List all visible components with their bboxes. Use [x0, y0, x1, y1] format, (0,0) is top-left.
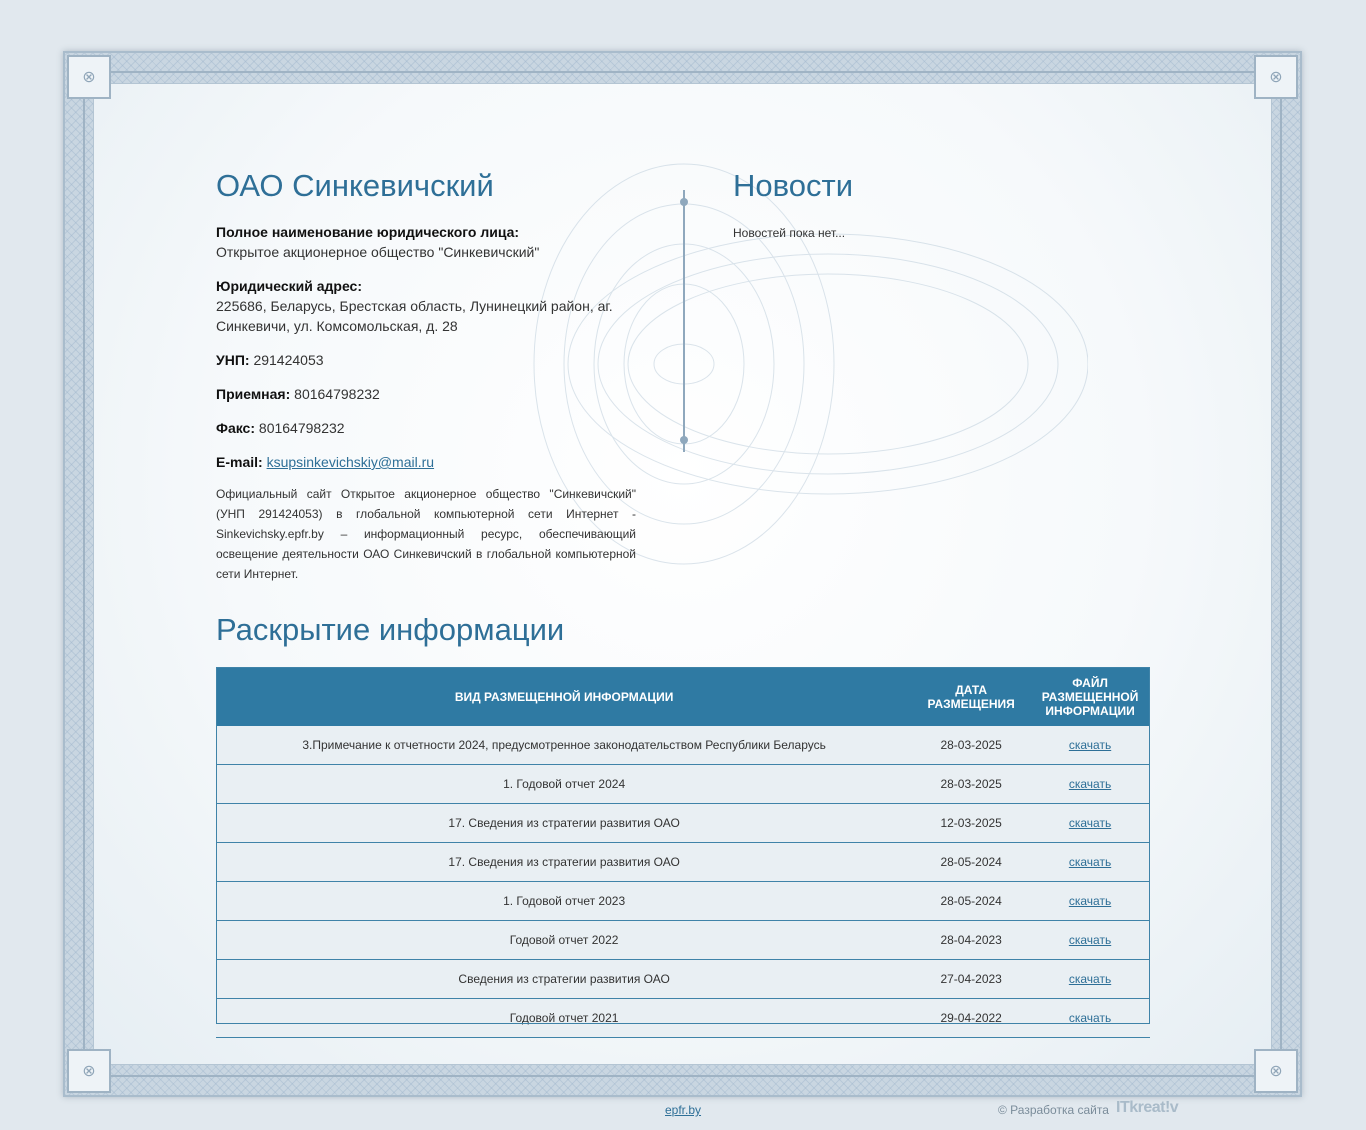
- corner-ornament-icon: ⊗: [1254, 55, 1298, 99]
- full-name-value: Открытое акционерное общество "Синкевичский": [216, 244, 540, 260]
- row-date: 12-03-2025: [912, 804, 1030, 843]
- download-link[interactable]: скачать: [1068, 855, 1112, 869]
- table-row: [216, 999, 1150, 1038]
- corner-ornament-icon: ⊗: [67, 55, 111, 99]
- download-link[interactable]: скачать: [1068, 894, 1112, 908]
- footer-credit: © Разработка сайта: [998, 1103, 1109, 1117]
- header-type: ВИД РАЗМЕЩЕННОЙ ИНФОРМАЦИИ: [216, 667, 912, 726]
- row-type: 1. Годовой отчет 2023: [216, 882, 912, 921]
- address-value: 225686, Беларусь, Брестская область, Лунинецкий район, аг. Синкевичи, ул. Комсомольская, д. 28: [216, 298, 613, 334]
- site-description: Официальный сайт Открытое акционерное общество "Синкевичский" (УНП 291424053) в глобальной компьютерной сети Интернет - Sinkevichsky.epfr.by – информационный ресурс, обеспечивающий освещение деятельности ОАО Синкевичский в глобальной компьютерной сети Интернет.: [216, 487, 636, 581]
- company-title: ОАО Синкевичский: [216, 168, 494, 203]
- unp-field: [216, 350, 636, 370]
- download-link[interactable]: скачать: [1068, 1011, 1112, 1025]
- unp-label: УНП:: [216, 352, 250, 368]
- download-link[interactable]: скачать: [1068, 816, 1112, 830]
- row-type: 17. Сведения из стратегии развития ОАО: [216, 843, 912, 882]
- table-row: [216, 843, 1150, 882]
- download-link[interactable]: скачать: [1068, 972, 1112, 986]
- disclosure-table: [216, 667, 1150, 1038]
- download-link[interactable]: скачать: [1068, 738, 1112, 752]
- table-row: [216, 960, 1150, 999]
- row-date: 29-04-2022: [912, 999, 1030, 1038]
- row-type: 1. Годовой отчет 2024: [216, 765, 912, 804]
- header-date: ДАТА РАЗМЕЩЕНИЯ: [912, 667, 1030, 726]
- corner-ornament-icon: ⊗: [1254, 1049, 1298, 1093]
- address-label: Юридический адрес:: [216, 278, 362, 294]
- row-date: 28-03-2025: [912, 726, 1030, 765]
- table-row: [216, 882, 1150, 921]
- company-info: [216, 168, 636, 584]
- row-date: 28-04-2023: [912, 921, 1030, 960]
- reception-field: [216, 384, 636, 404]
- fax-label: Факс:: [216, 420, 256, 436]
- download-link[interactable]: скачать: [1068, 777, 1112, 791]
- row-date: 28-05-2024: [912, 843, 1030, 882]
- developer-logo[interactable]: ITkreat!v: [1116, 1099, 1179, 1116]
- reception-label: Приемная:: [216, 386, 291, 402]
- disclosure-title: Раскрытие информации: [216, 612, 565, 647]
- row-type: 3.Примечание к отчетности 2024, предусмотренное законодательством Республики Беларусь: [216, 726, 912, 765]
- table-header-row: [216, 667, 1150, 726]
- row-date: 27-04-2023: [912, 960, 1030, 999]
- news-empty-text: Новостей пока нет...: [733, 226, 846, 240]
- table-row: [216, 765, 1150, 804]
- email-link[interactable]: ksupsinkevichskiy@mail.ru: [266, 454, 435, 470]
- row-type: Годовой отчет 2022: [216, 921, 912, 960]
- unp-value: 291424053: [253, 352, 324, 368]
- row-type: Годовой отчет 2021: [216, 999, 912, 1038]
- table-row: [216, 726, 1150, 765]
- email-field: [216, 452, 636, 472]
- row-type: 17. Сведения из стратегии развития ОАО: [216, 804, 912, 843]
- row-date: 28-03-2025: [912, 765, 1030, 804]
- table-row: [216, 804, 1150, 843]
- download-link[interactable]: скачать: [1068, 933, 1112, 947]
- footer-site-link[interactable]: epfr.by: [665, 1103, 702, 1117]
- address-field: [216, 276, 636, 336]
- email-label: E-mail:: [216, 454, 263, 470]
- full-name-label: Полное наименование юридического лица:: [216, 224, 520, 240]
- fax-field: [216, 418, 636, 438]
- row-date: 28-05-2024: [912, 882, 1030, 921]
- corner-ornament-icon: ⊗: [67, 1049, 111, 1093]
- news-title: Новости: [733, 168, 854, 203]
- header-file: ФАЙЛ РАЗМЕЩЕННОЙ ИНФОРМАЦИИ: [1030, 667, 1150, 726]
- fax-value: 80164798232: [258, 420, 345, 436]
- news-section: [733, 168, 1153, 240]
- reception-value: 80164798232: [294, 386, 380, 402]
- table-row: [216, 921, 1150, 960]
- column-divider: [683, 190, 685, 452]
- row-type: Сведения из стратегии развития ОАО: [216, 960, 912, 999]
- full-name-field: [216, 222, 636, 262]
